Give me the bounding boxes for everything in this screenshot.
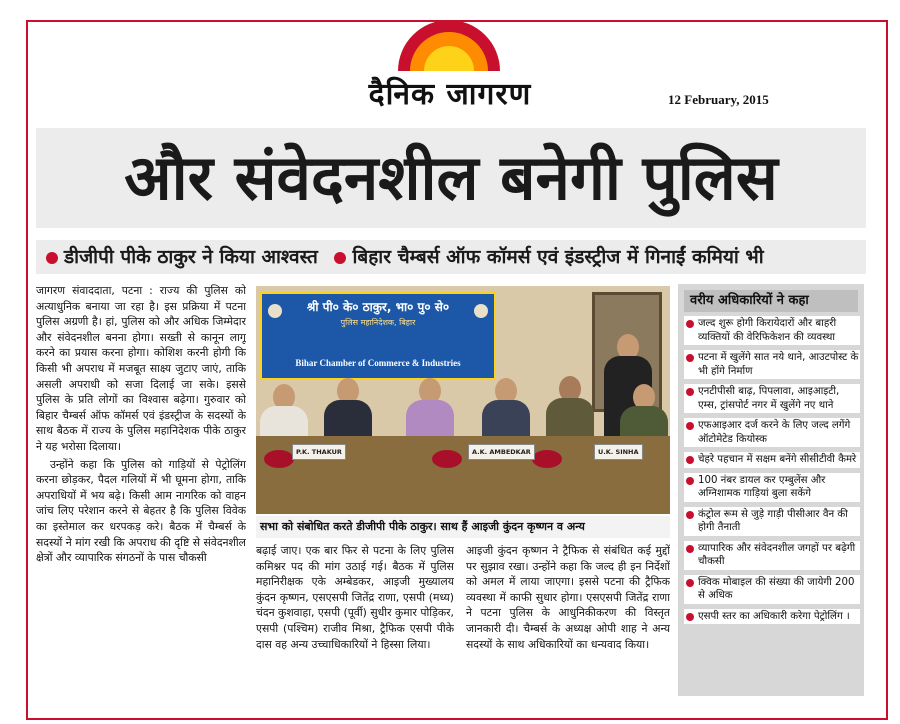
photo-caption: सभा को संबोधित करते डीजीपी पीके ठाकुर। साथ हैं आइजी कुंदन कृष्णन व अन्य <box>256 516 670 538</box>
article-paragraph: जागरण संवाददाता, पटना : राज्य की पुलिस को अत्याधुनिक बनाया जा रहा है। इस प्रक्रिया में पटना पुलिस अग्रणी है। हां, पुलिस को और अधिक जिम्मेदार और संवेदनशील बनना होगा। सख्ती से कानून लागू करने का प्रयास करना होगा। कोशिश करनी होगी कि किसी भी अपराध में मजबूत साक्ष्य जुटाए जाएं, ताकि असली अपराधी को सजा दिलाई जा सके। इससे पुलिस के प्रति लोगों का विश्वास बढ़ेगा। गुरुवार को बिहार चैम्बर्स ऑफ कॉमर्स एवं इंडस्ट्रीज के सदस्यों के साथ बैठक में राज्य के पुलिस महानिदेशक पीके ठाकुर ने यह भरोसा दिलाया। <box>36 284 246 453</box>
article-column-3: आइजी कुंदन कृष्णन ने ट्रैफिक से संबंधित कई मुद्दों पर सुझाव रखा। उन्होंने कहा कि जल्द ही इन निर्देशों को अमल में लाया जाएगा। इससे पटना की ट्रैफिक व्यवस्था में काफी सुधार होगा। एसएसपी जितेंद्र राणा ने पटना पुलिस के आधुनिकीकरण की विस्तृत जानकारी दी। चैम्बर्स के अध्यक्ष ओपी शाह ने अन्य सदस्यों के साथ अधिकारियों का धन्यवाद किया। <box>466 544 670 651</box>
flower-bouquet-icon <box>532 450 562 468</box>
article-column-1 <box>36 283 246 693</box>
list-item: 100 नंबर डायल कर एम्बुलेंस और अग्निशामक गाड़ियां बुला सकेंगे <box>684 473 860 502</box>
banner-line-3: Bihar Chamber of Commerce & Industries <box>295 358 461 368</box>
emblem-icon <box>474 304 488 318</box>
list-item: एनटीपीसी बाढ़, पिपलावा, आइआइटी, एम्स, ट्रांसपोर्ट नगर में खुलेंगे नए थाने <box>684 384 860 413</box>
brand-name: दैनिक जागरण <box>368 77 532 112</box>
banner-line-1: श्री पी० के० ठाकुर, भा० पु० से० <box>306 300 450 314</box>
event-photo <box>256 286 670 514</box>
list-item: पटना में खुलेंगे सात नये थाने, आउटपोस्ट के भी होंगे निर्माण <box>684 350 860 379</box>
bullet-icon <box>334 252 346 264</box>
flower-bouquet-icon <box>432 450 462 468</box>
subhead-1: डीजीपी पीके ठाकुर ने किया आश्वस्त <box>64 246 318 268</box>
subheadline <box>36 240 866 274</box>
stage-banner <box>260 292 496 380</box>
banner-line-2: पुलिस महानिदेशक, बिहार <box>340 318 416 327</box>
emblem-icon <box>268 304 282 318</box>
article-paragraph: उन्होंने कहा कि पुलिस को गाड़ियों से पेट्रोलिंग करना छोड़कर, पैदल गलियों में भी घूमना होगा, ताकि अपराधियों में भय बढ़े। किसी आम नागरिक को वाहन जांच लिए परेशान करने से बेहतर है कि पुलिस विवेक का इस्तेमाल कर धरपकड़ करे। बैठक में चैम्बर्स के सदस्यों ने मांग रखी कि अपराध की दृष्टि से संवेदनशील क्षेत्रों और व्यापारिक संगठनों के पास चौकसी <box>36 457 246 565</box>
list-item: क्विक मोबाइल की संख्या की जायेगी 200 से अधिक <box>684 575 860 604</box>
list-item: जल्द शुरू होगी किरायेदारों और बाहरी व्यक्तियों की वेरिफिकेशन की व्यवस्था <box>684 316 860 345</box>
sidebar-list <box>684 316 860 629</box>
list-item: एफआइआर दर्ज करने के लिए जल्द लगेंगे ऑटोमेटेड कियोस्क <box>684 418 860 447</box>
bullet-icon <box>46 252 58 264</box>
sun-logo-icon <box>398 20 500 71</box>
article-column-2: बढ़ाई जाए। एक बार फिर से पटना के लिए पुलिस कमिश्नर पद की मांग उठाई गई। बैठक में पुलिस महानिरीक्षक एके अम्बेडकर, आइजी मुख्यालय कुंदन कृष्णन, एसएसपी जितेंद्र राणा, एसपी (मध्य) चंदन कुशवाहा, एसपी (पूर्वी) सुधीर कुमार पोड़िकर, एसपी (पश्चिम) राजीव मिश्रा, ट्रैफिक एसपी पीके दास वह अन्य उच्चाधिकारियों ने हिस्सा लिया। <box>256 544 454 651</box>
list-item: चेहरे पहचान में सक्षम बनेंगे सीसीटीवी कैमरे <box>684 452 860 468</box>
newspaper-logo <box>340 14 560 114</box>
nameplate: P.K. THAKUR <box>292 444 346 460</box>
headline: और संवेदनशील बनेगी पुलिस <box>36 128 866 228</box>
nameplate: U.K. SINHA <box>594 444 643 460</box>
sidebar-title: वरीय अधिकारियों ने कहा <box>684 290 858 312</box>
subhead-2: बिहार चैम्बर्स ऑफ कॉमर्स एवं इंडस्ट्रीज में गिनाईं कमियां भी <box>352 246 764 268</box>
list-item: व्यापारिक और संवेदनशील जगहों पर बढ़ेगी चौकसी <box>684 541 860 570</box>
list-item: एसपी स्तर का अधिकारी करेगा पेट्रोलिंग । <box>684 609 860 625</box>
nameplate: A.K. AMBEDKAR <box>468 444 535 460</box>
publication-date: 12 February, 2015 <box>668 92 769 107</box>
flower-bouquet-icon <box>264 450 294 468</box>
list-item: कंट्रोल रूम से जुड़े गाड़ी पीसीआर वैन की होगी तैनाती <box>684 507 860 536</box>
